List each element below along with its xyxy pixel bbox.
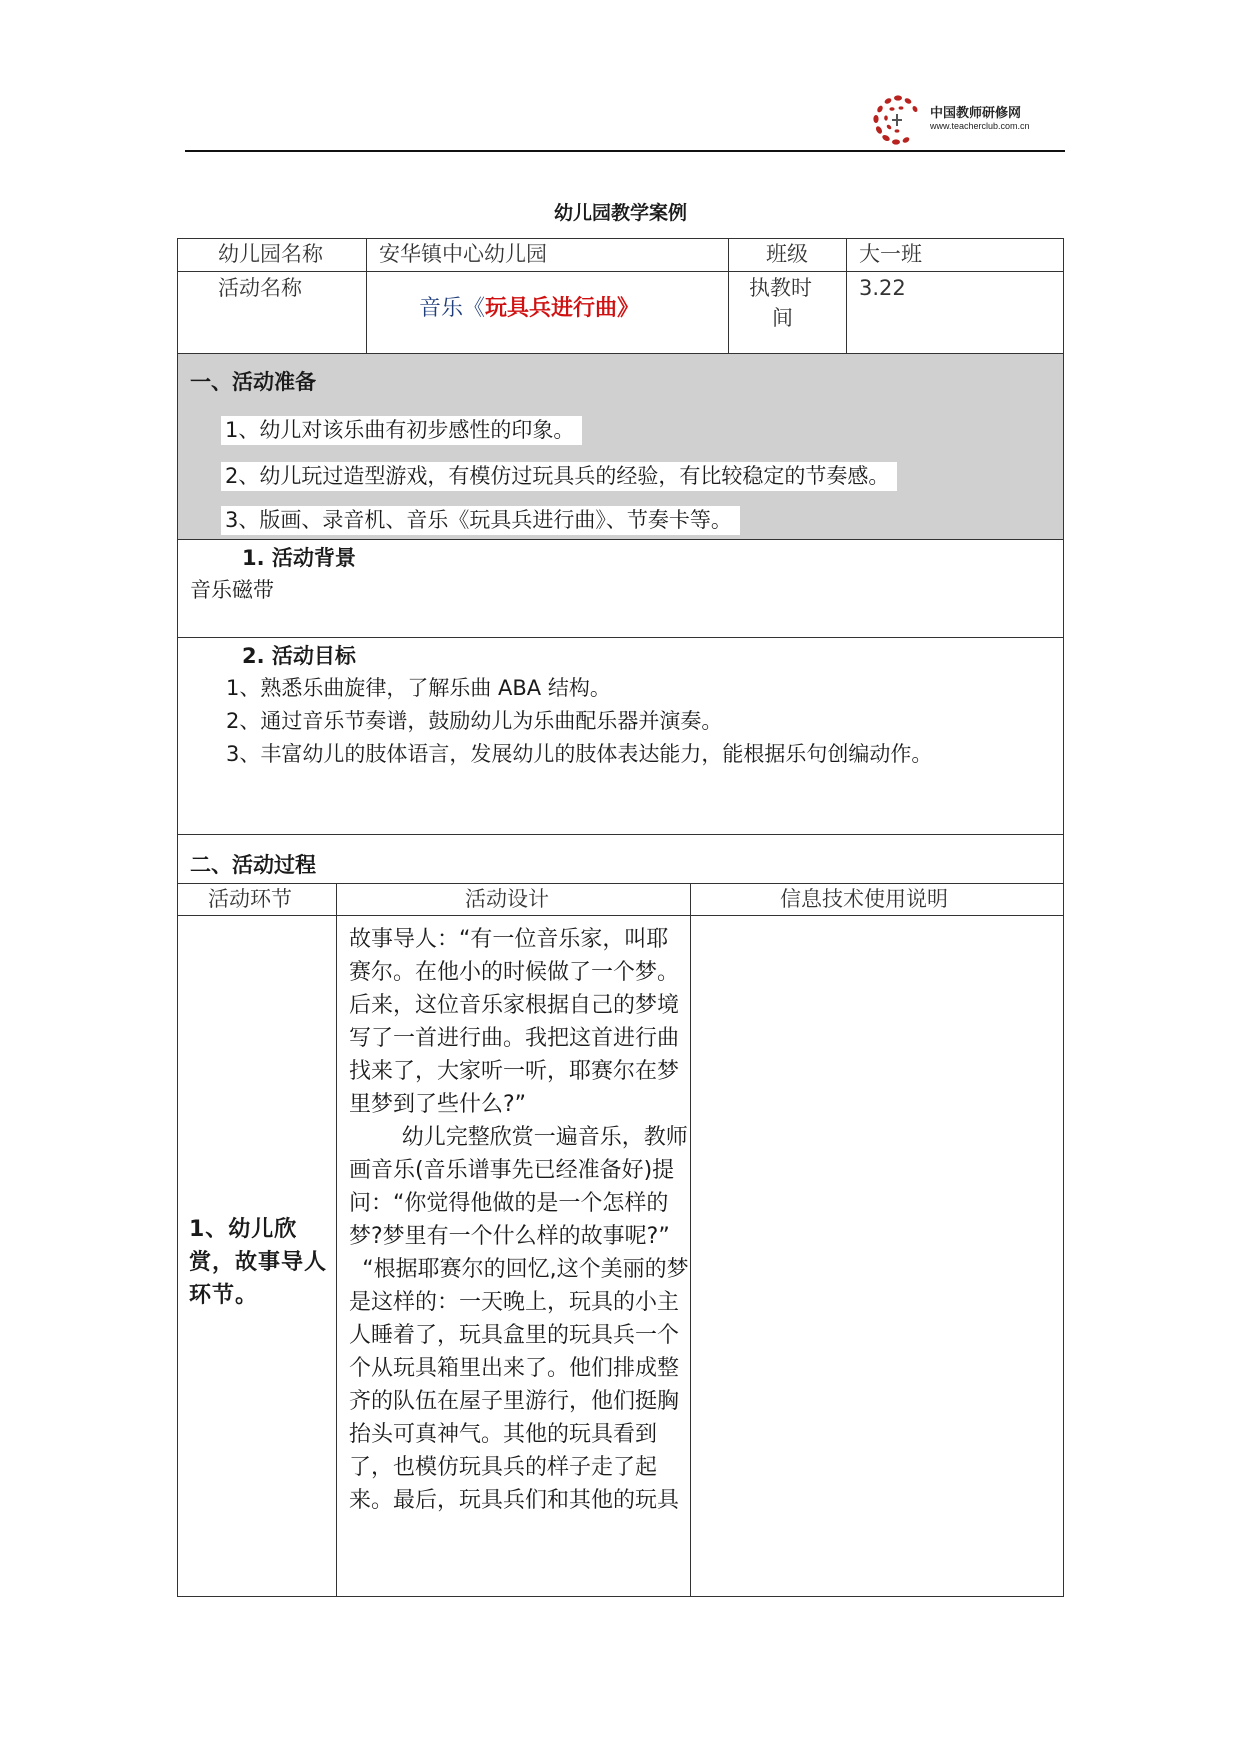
goals-heading: 2. 活动目标 <box>242 644 356 668</box>
goal-item-3: 3、丰富幼儿的肢体语言，发展幼儿的肢体表达能力，能根据乐句创编动作。 <box>226 742 933 766</box>
preparation-item-2: 2、幼儿玩过造型游戏，有模仿过玩具兵的经验，有比较稳定的节奏感。 <box>221 462 897 491</box>
class-value: 大一班 <box>859 242 922 266</box>
activity-title: 玩具兵进行曲 <box>485 296 618 321</box>
class-label: 班级 <box>766 242 808 266</box>
background-text: 音乐磁带 <box>190 578 274 602</box>
col-design-header <box>336 883 691 916</box>
logo-dots-icon <box>868 92 928 148</box>
preparation-heading: 一、活动准备 <box>190 370 316 394</box>
col-tech-header <box>690 883 1064 916</box>
preparation-item-3: 3、版画、录音机、音乐《玩具兵进行曲》、节奏卡等。 <box>221 506 740 535</box>
design-text <box>349 923 689 1517</box>
design-paragraph-3: “根据耶赛尔的回忆,这个美丽的梦是这样的：一天晚上，玩具的小主人睡着了，玩具盒里的玩具兵一个个从玩具箱里出来了。他们排成整齐的队伍在屋子里游行，他们挺胸抬头可真神气。其他的玩具看到了，也模仿玩具兵的样子走了起来。最后，玩具兵们和其他的玩具 <box>349 1257 689 1513</box>
document-title: 幼儿园教学案例 <box>553 202 687 224</box>
goal-item-2: 2、通过音乐节奏谱，鼓励幼儿为乐曲配乐器并演奏。 <box>226 709 723 733</box>
stage-label: 1、幼儿欣赏，故事导人环节。 <box>189 1217 328 1308</box>
col-stage-header <box>177 883 337 916</box>
goal-item-1: 1、熟悉乐曲旋律，了解乐曲 ABA 结构。 <box>226 676 611 700</box>
school-value-cell <box>366 238 729 272</box>
activity-prefix: 音乐《 <box>419 296 486 321</box>
activity-name <box>419 294 639 323</box>
class-value-cell <box>846 238 1064 272</box>
time-label-line2: 间 <box>772 306 793 330</box>
design-paragraph-2: 幼儿完整欣赏一遍音乐，教师画音乐(音乐谱事先已经准备好)提问：“你觉得他做的是一个怎样的梦?梦里有一个什么样的故事呢?” <box>349 1125 688 1249</box>
time-label-line1: 执教时 <box>749 276 812 300</box>
activity-label: 活动名称 <box>218 276 302 300</box>
activity-label-cell <box>177 271 367 354</box>
school-label: 幼儿园名称 <box>218 242 323 266</box>
design-paragraph-1: 故事导人：“有一位音乐家，叫耶赛尔。在他小的时候做了一个梦。后来，这位音乐家根据自己的梦境写了一首进行曲。我把这首进行曲找来了，大家听一听，耶赛尔在梦里梦到了些什么?” <box>349 927 680 1117</box>
preparation-section <box>177 353 1064 540</box>
background-section <box>177 539 1064 638</box>
class-label-cell <box>728 238 847 272</box>
col-stage-label: 活动环节 <box>208 887 292 911</box>
col-design-label: 活动设计 <box>465 887 549 911</box>
goals-section <box>177 637 1064 835</box>
activity-name-cell <box>366 271 729 354</box>
tech-cell <box>690 915 1064 1597</box>
process-heading: 二、活动过程 <box>190 853 316 877</box>
col-tech-label: 信息技术使用说明 <box>780 887 948 911</box>
school-value: 安华镇中心幼儿园 <box>379 242 547 266</box>
preparation-item-1: 1、幼儿对该乐曲有初步感性的印象。 <box>221 416 582 445</box>
activity-suffix: 》 <box>617 296 640 321</box>
time-value: 3.22 <box>859 276 906 300</box>
logo-name: 中国教师研修网 <box>930 105 1022 120</box>
header-rule <box>185 150 1065 152</box>
logo-url: www.teacherclub.com.cn <box>930 121 1030 131</box>
site-logo <box>868 92 1058 148</box>
school-label-cell <box>177 238 367 272</box>
time-label-cell <box>728 271 847 354</box>
process-heading-cell <box>177 834 1064 884</box>
time-value-cell <box>846 271 1064 354</box>
background-heading: 1. 活动背景 <box>242 546 356 570</box>
